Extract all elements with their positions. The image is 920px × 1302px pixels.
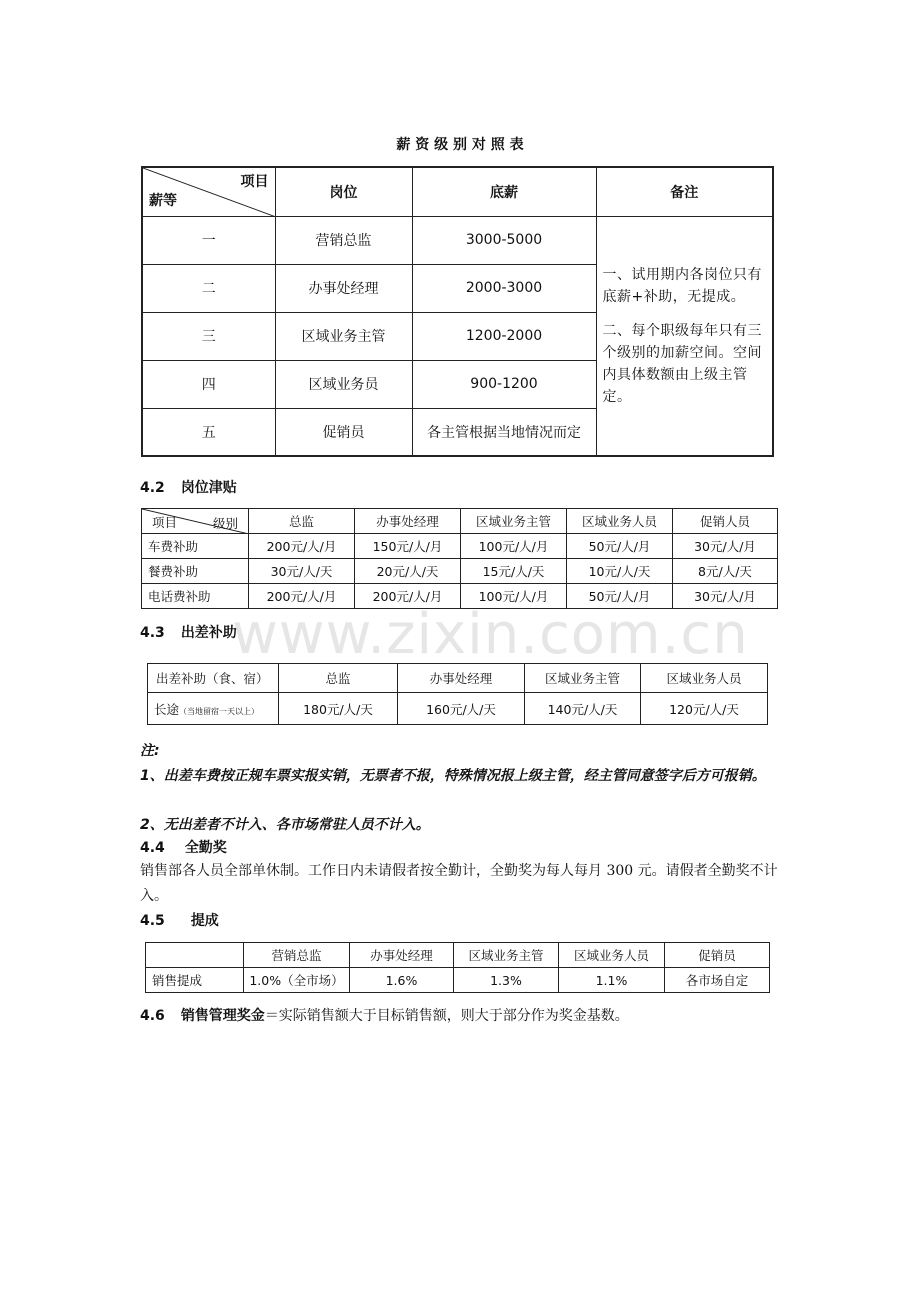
value-cell: 180元/人/天 bbox=[279, 693, 398, 725]
value-cell: 30元/人/月 bbox=[673, 584, 778, 609]
value-cell: 20元/人/天 bbox=[355, 559, 461, 584]
section-4-4-heading: 4.4 全勤奖 bbox=[140, 840, 227, 856]
header-cell: 营销总监 bbox=[244, 943, 350, 968]
travel-row-sublabel: （当地留宿一天以上） bbox=[179, 706, 260, 716]
row-label: 餐费补助 bbox=[142, 559, 249, 584]
header-base-salary: 底薪 bbox=[412, 167, 596, 216]
value-cell: 150元/人/月 bbox=[355, 534, 461, 559]
table-row bbox=[148, 693, 768, 725]
table-row bbox=[142, 559, 778, 584]
empty-corner-cell bbox=[146, 943, 244, 968]
header-cell: 区域业务主管 bbox=[461, 509, 567, 534]
commission-table bbox=[145, 942, 770, 993]
grade-cell: 四 bbox=[142, 360, 275, 408]
header-position: 岗位 bbox=[275, 167, 412, 216]
value-cell: 30元/人/月 bbox=[673, 534, 778, 559]
travel-header-label: 出差补助（食、宿） bbox=[148, 664, 279, 693]
base-cell: 900-1200 bbox=[412, 360, 596, 408]
value-cell: 各市场自定 bbox=[665, 968, 770, 993]
salary-grade-table bbox=[141, 166, 774, 457]
header-cell: 区域业务人员 bbox=[559, 943, 665, 968]
value-cell: 1.6% bbox=[350, 968, 454, 993]
header-cell: 区域业务主管 bbox=[525, 664, 641, 693]
header-cell: 区域业务主管 bbox=[454, 943, 559, 968]
value-cell: 10元/人/天 bbox=[567, 559, 673, 584]
section-4-5-heading: 4.5 提成 bbox=[140, 913, 219, 929]
corner-bottom-label: 薪等 bbox=[149, 192, 177, 209]
position-cell: 区域业务主管 bbox=[275, 312, 412, 360]
row-label: 销售提成 bbox=[146, 968, 244, 993]
grade-cell: 五 bbox=[142, 408, 275, 456]
note-2: 2、无出差者不计入、各市场常驻人员不计入。 bbox=[140, 817, 430, 833]
value-cell: 120元/人/天 bbox=[641, 693, 768, 725]
value-cell: 50元/人/月 bbox=[567, 534, 673, 559]
salary-table-title: 薪 资 级 别 对 照 表 bbox=[396, 137, 524, 153]
section-4-6-bold: 销售管理奖金 bbox=[180, 1008, 265, 1024]
notes-label: 注: bbox=[140, 743, 160, 759]
base-cell: 各主管根据当地情况而定 bbox=[412, 408, 596, 456]
section-4-6-text: ＝实际销售额大于目标销售额，则大于部分作为奖金基数。 bbox=[264, 1008, 629, 1024]
value-cell: 15元/人/天 bbox=[461, 559, 567, 584]
header-cell: 区域业务人员 bbox=[567, 509, 673, 534]
value-cell: 100元/人/月 bbox=[461, 534, 567, 559]
position-cell: 区域业务员 bbox=[275, 360, 412, 408]
watermark: www.zixin.com.cn bbox=[232, 602, 749, 667]
header-cell: 总监 bbox=[279, 664, 398, 693]
row-label: 车费补助 bbox=[142, 534, 249, 559]
post-allowance-table bbox=[141, 508, 778, 609]
position-cell: 营销总监 bbox=[275, 216, 412, 264]
base-cell: 2000-3000 bbox=[412, 264, 596, 312]
section-4-2-heading: 4.2 岗位津贴 bbox=[140, 480, 237, 496]
value-cell: 140元/人/天 bbox=[525, 693, 641, 725]
corner-right-label: 级别 bbox=[212, 516, 238, 531]
salary-corner-cell bbox=[142, 167, 275, 216]
base-cell: 1200-2000 bbox=[412, 312, 596, 360]
value-cell: 30元/人/天 bbox=[249, 559, 355, 584]
value-cell: 160元/人/天 bbox=[398, 693, 525, 725]
allowance-corner-cell bbox=[142, 509, 249, 534]
position-cell: 促销员 bbox=[275, 408, 412, 456]
value-cell: 1.0%（全市场） bbox=[244, 968, 350, 993]
value-cell: 200元/人/月 bbox=[355, 584, 461, 609]
note-1: 1、出差车费按正规车票实报实销，无票者不报，特殊情况报上级主管，经主管同意签字后方可报销。 bbox=[140, 768, 766, 784]
section-4-4-paragraph: 销售部各人员全部单休制。工作日内未请假者按全勤计，全勤奖为每人每月 300 元。请假者全勤奖不计入。 bbox=[140, 863, 778, 904]
header-cell: 办事处经理 bbox=[398, 664, 525, 693]
value-cell: 1.3% bbox=[454, 968, 559, 993]
value-cell: 200元/人/月 bbox=[249, 584, 355, 609]
base-cell: 3000-5000 bbox=[412, 216, 596, 264]
travel-row-label: 长途（当地留宿一天以上） bbox=[148, 693, 279, 725]
value-cell: 50元/人/月 bbox=[567, 584, 673, 609]
header-cell: 促销人员 bbox=[673, 509, 778, 534]
grade-cell: 三 bbox=[142, 312, 275, 360]
header-cell: 办事处经理 bbox=[350, 943, 454, 968]
header-remark: 备注 bbox=[596, 167, 773, 216]
value-cell: 8元/人/天 bbox=[673, 559, 778, 584]
position-cell: 办事处经理 bbox=[275, 264, 412, 312]
section-4-3-heading: 4.3 出差补助 bbox=[140, 625, 237, 641]
header-cell: 区域业务人员 bbox=[641, 664, 768, 693]
section-4-6: 4.6 销售管理奖金＝实际销售额大于目标销售额，则大于部分作为奖金基数。 bbox=[140, 1008, 629, 1024]
header-cell: 总监 bbox=[249, 509, 355, 534]
travel-allowance-table bbox=[147, 663, 768, 725]
value-cell: 1.1% bbox=[559, 968, 665, 993]
row-label: 电话费补助 bbox=[142, 584, 249, 609]
corner-left-label: 项目 bbox=[152, 515, 178, 530]
value-cell: 100元/人/月 bbox=[461, 584, 567, 609]
table-row bbox=[146, 968, 770, 993]
table-row bbox=[142, 534, 778, 559]
corner-top-label: 项目 bbox=[240, 174, 269, 190]
header-cell: 办事处经理 bbox=[355, 509, 461, 534]
remark-1: 一、试用期内各岗位只有底薪+补助，无提成。 bbox=[602, 266, 762, 305]
grade-cell: 二 bbox=[142, 264, 275, 312]
header-cell: 促销员 bbox=[665, 943, 770, 968]
grade-cell: 一 bbox=[142, 216, 275, 264]
table-row bbox=[142, 216, 773, 264]
remark-2: 二、每个职级每年只有三个级别的加薪空间。空间内具体数额由上级主管定。 bbox=[602, 322, 762, 405]
remark-cell bbox=[596, 216, 773, 456]
value-cell: 200元/人/月 bbox=[249, 534, 355, 559]
